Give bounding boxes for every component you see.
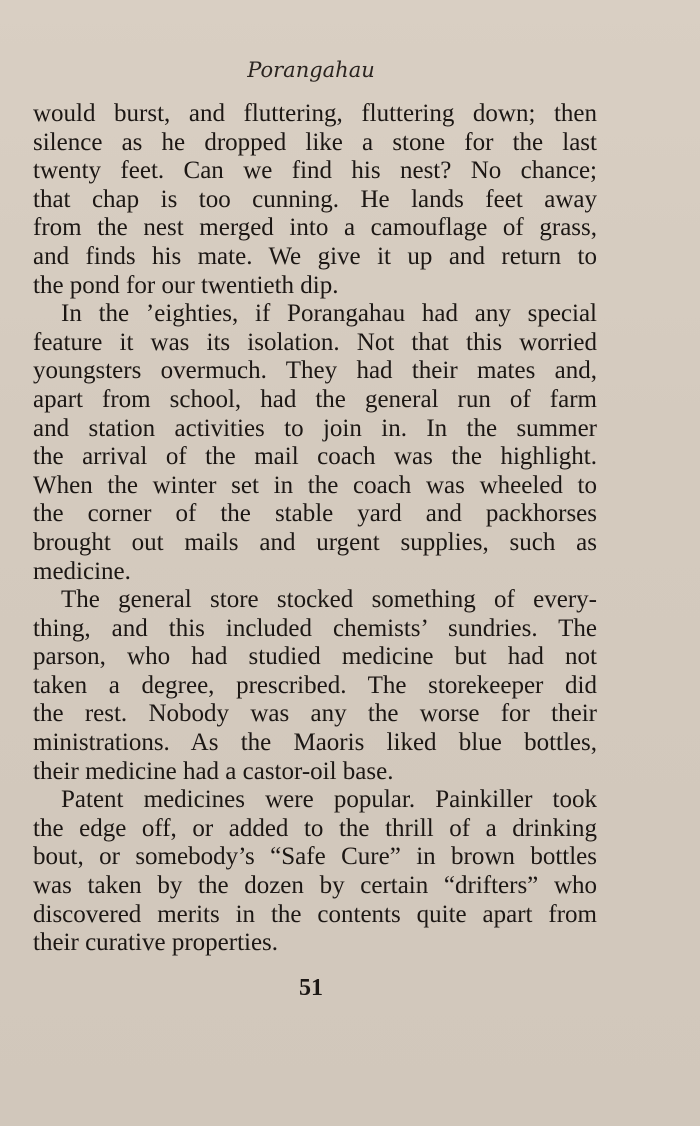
text-line: and finds his mate. We give it up and return to	[33, 242, 597, 270]
text-line: the arrival of the mail coach was the highlight.	[33, 443, 597, 471]
text-line: from the nest merged into a camouflage of grass,	[33, 214, 597, 242]
text-line: feature it was its isolation. Not that this worried	[33, 328, 597, 356]
text-line: and station activities to join in. In the summer	[33, 414, 597, 442]
text-line: the corner of the stable yard and packhorses	[33, 500, 597, 528]
text-line: brought out mails and urgent supplies, such as	[33, 528, 597, 556]
text-line: the edge off, or added to the thrill of a drinking	[33, 814, 597, 842]
text-line: apart from school, had the general run of farm	[33, 385, 597, 413]
text-line: In the ’eighties, if Porangahau had any special	[61, 300, 597, 328]
text-line: would burst, and fluttering, fluttering down; then	[33, 100, 597, 127]
text-line: parson, who had studied medicine but had not	[33, 643, 597, 671]
running-header: Porangahau	[247, 58, 375, 82]
text-line: silence as he dropped like a stone for the last	[33, 128, 597, 156]
text-line: the pond for our twentieth dip.	[33, 271, 339, 299]
text-line: their medicine had a castor-oil base.	[33, 757, 394, 785]
text-line: thing, and this included chemists’ sundries. The	[33, 614, 597, 642]
text-line: twenty feet. Can we find his nest? No chance;	[33, 157, 597, 185]
text-line: the rest. Nobody was any the worse for their	[33, 700, 597, 728]
page-number: 51	[299, 975, 323, 1001]
text-line: was taken by the dozen by certain “drifters” who	[33, 872, 597, 900]
text-line: that chap is too cunning. He lands feet away	[33, 185, 597, 213]
text-line: ministrations. As the Maoris liked blue bottles,	[33, 729, 597, 757]
text-line: medicine.	[33, 557, 131, 585]
text-line: their curative properties.	[33, 929, 279, 957]
text-line: Patent medicines were popular. Painkiller took	[61, 786, 597, 814]
body-text	[33, 100, 597, 958]
text-line: The general store stocked something of every-	[61, 586, 597, 614]
text-line: When the winter set in the coach was wheeled to	[33, 471, 597, 499]
text-line: discovered merits in the contents quite apart from	[33, 900, 597, 928]
text-line: bout, or somebody’s “Safe Cure” in brown bottles	[33, 843, 597, 871]
text-line: taken a degree, prescribed. The storekeeper did	[33, 671, 597, 699]
text-line: youngsters overmuch. They had their mates and,	[33, 357, 597, 385]
